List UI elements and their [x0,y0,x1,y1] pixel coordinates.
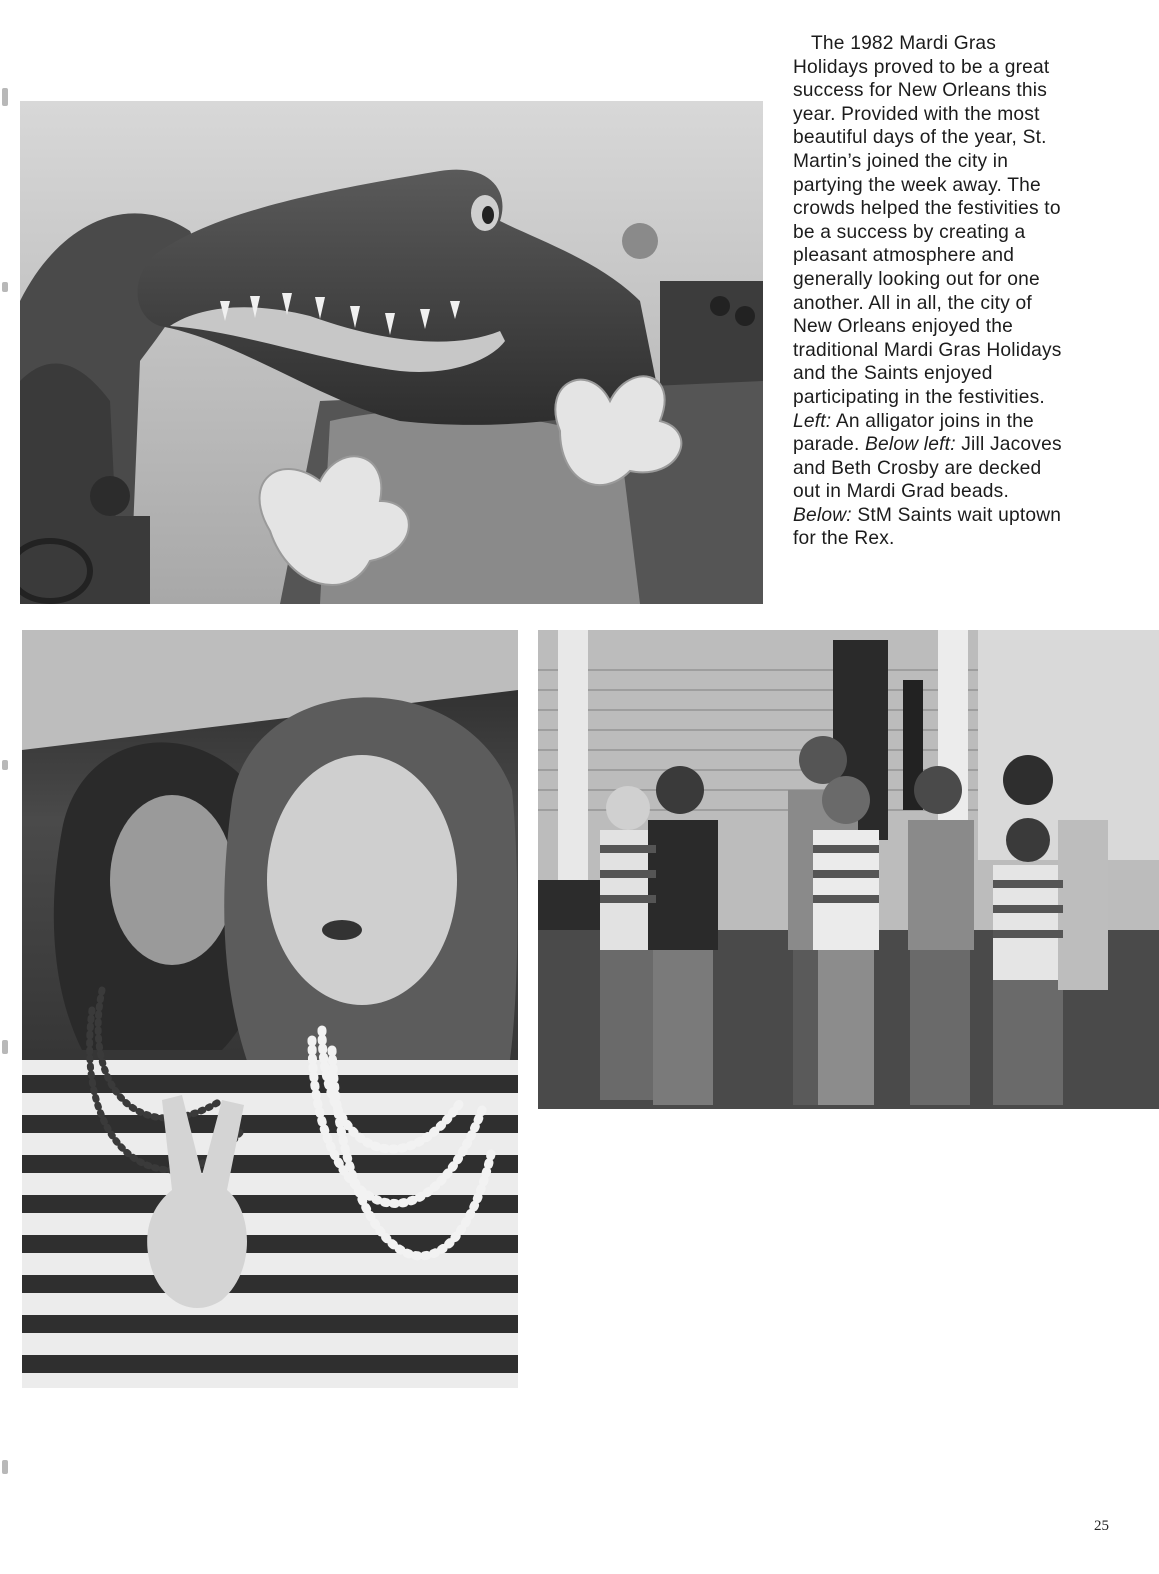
caption-text-left: An alligator joins in the parade. [793,410,1034,456]
caption-label-below: Below: [793,504,852,526]
binding-mark [2,1040,8,1054]
caption-text [793,32,1065,551]
girls-with-beads-image [22,630,518,1388]
alligator-float-photo [20,101,763,604]
girls-with-beads-photo [22,630,518,1388]
saints-group-photo [538,630,1159,1109]
saints-group-image [538,630,1159,1109]
caption-body: The 1982 Mardi Gras Holidays proved to be a great success for New Orleans this year. Provided with the most beautiful days of the year, St. Martin’s joined the city in partying the week away. The crowds helped the festivities to be a success by creating a pleasant atmosphere and generally looking out for one another. All in all, the city of New Orleans enjoyed the traditional Mardi Gras Holidays and the Saints enjoyed participating in the festivities. [793,33,1062,408]
binding-mark [2,1460,8,1474]
caption-label-below-left: Below left: [865,434,956,456]
binding-mark [2,760,8,770]
binding-mark [2,88,8,106]
page-number: 25 [1094,1518,1109,1534]
alligator-float-image [20,101,763,604]
caption-text-below-left: Jill Jacoves and Beth Crosby are decked out in Mardi Grad beads. [793,434,1062,503]
caption-label-left: Left: [793,410,832,432]
binding-mark [2,282,8,292]
caption-text-below: StM Saints wait uptown for the Rex. [793,504,1062,550]
